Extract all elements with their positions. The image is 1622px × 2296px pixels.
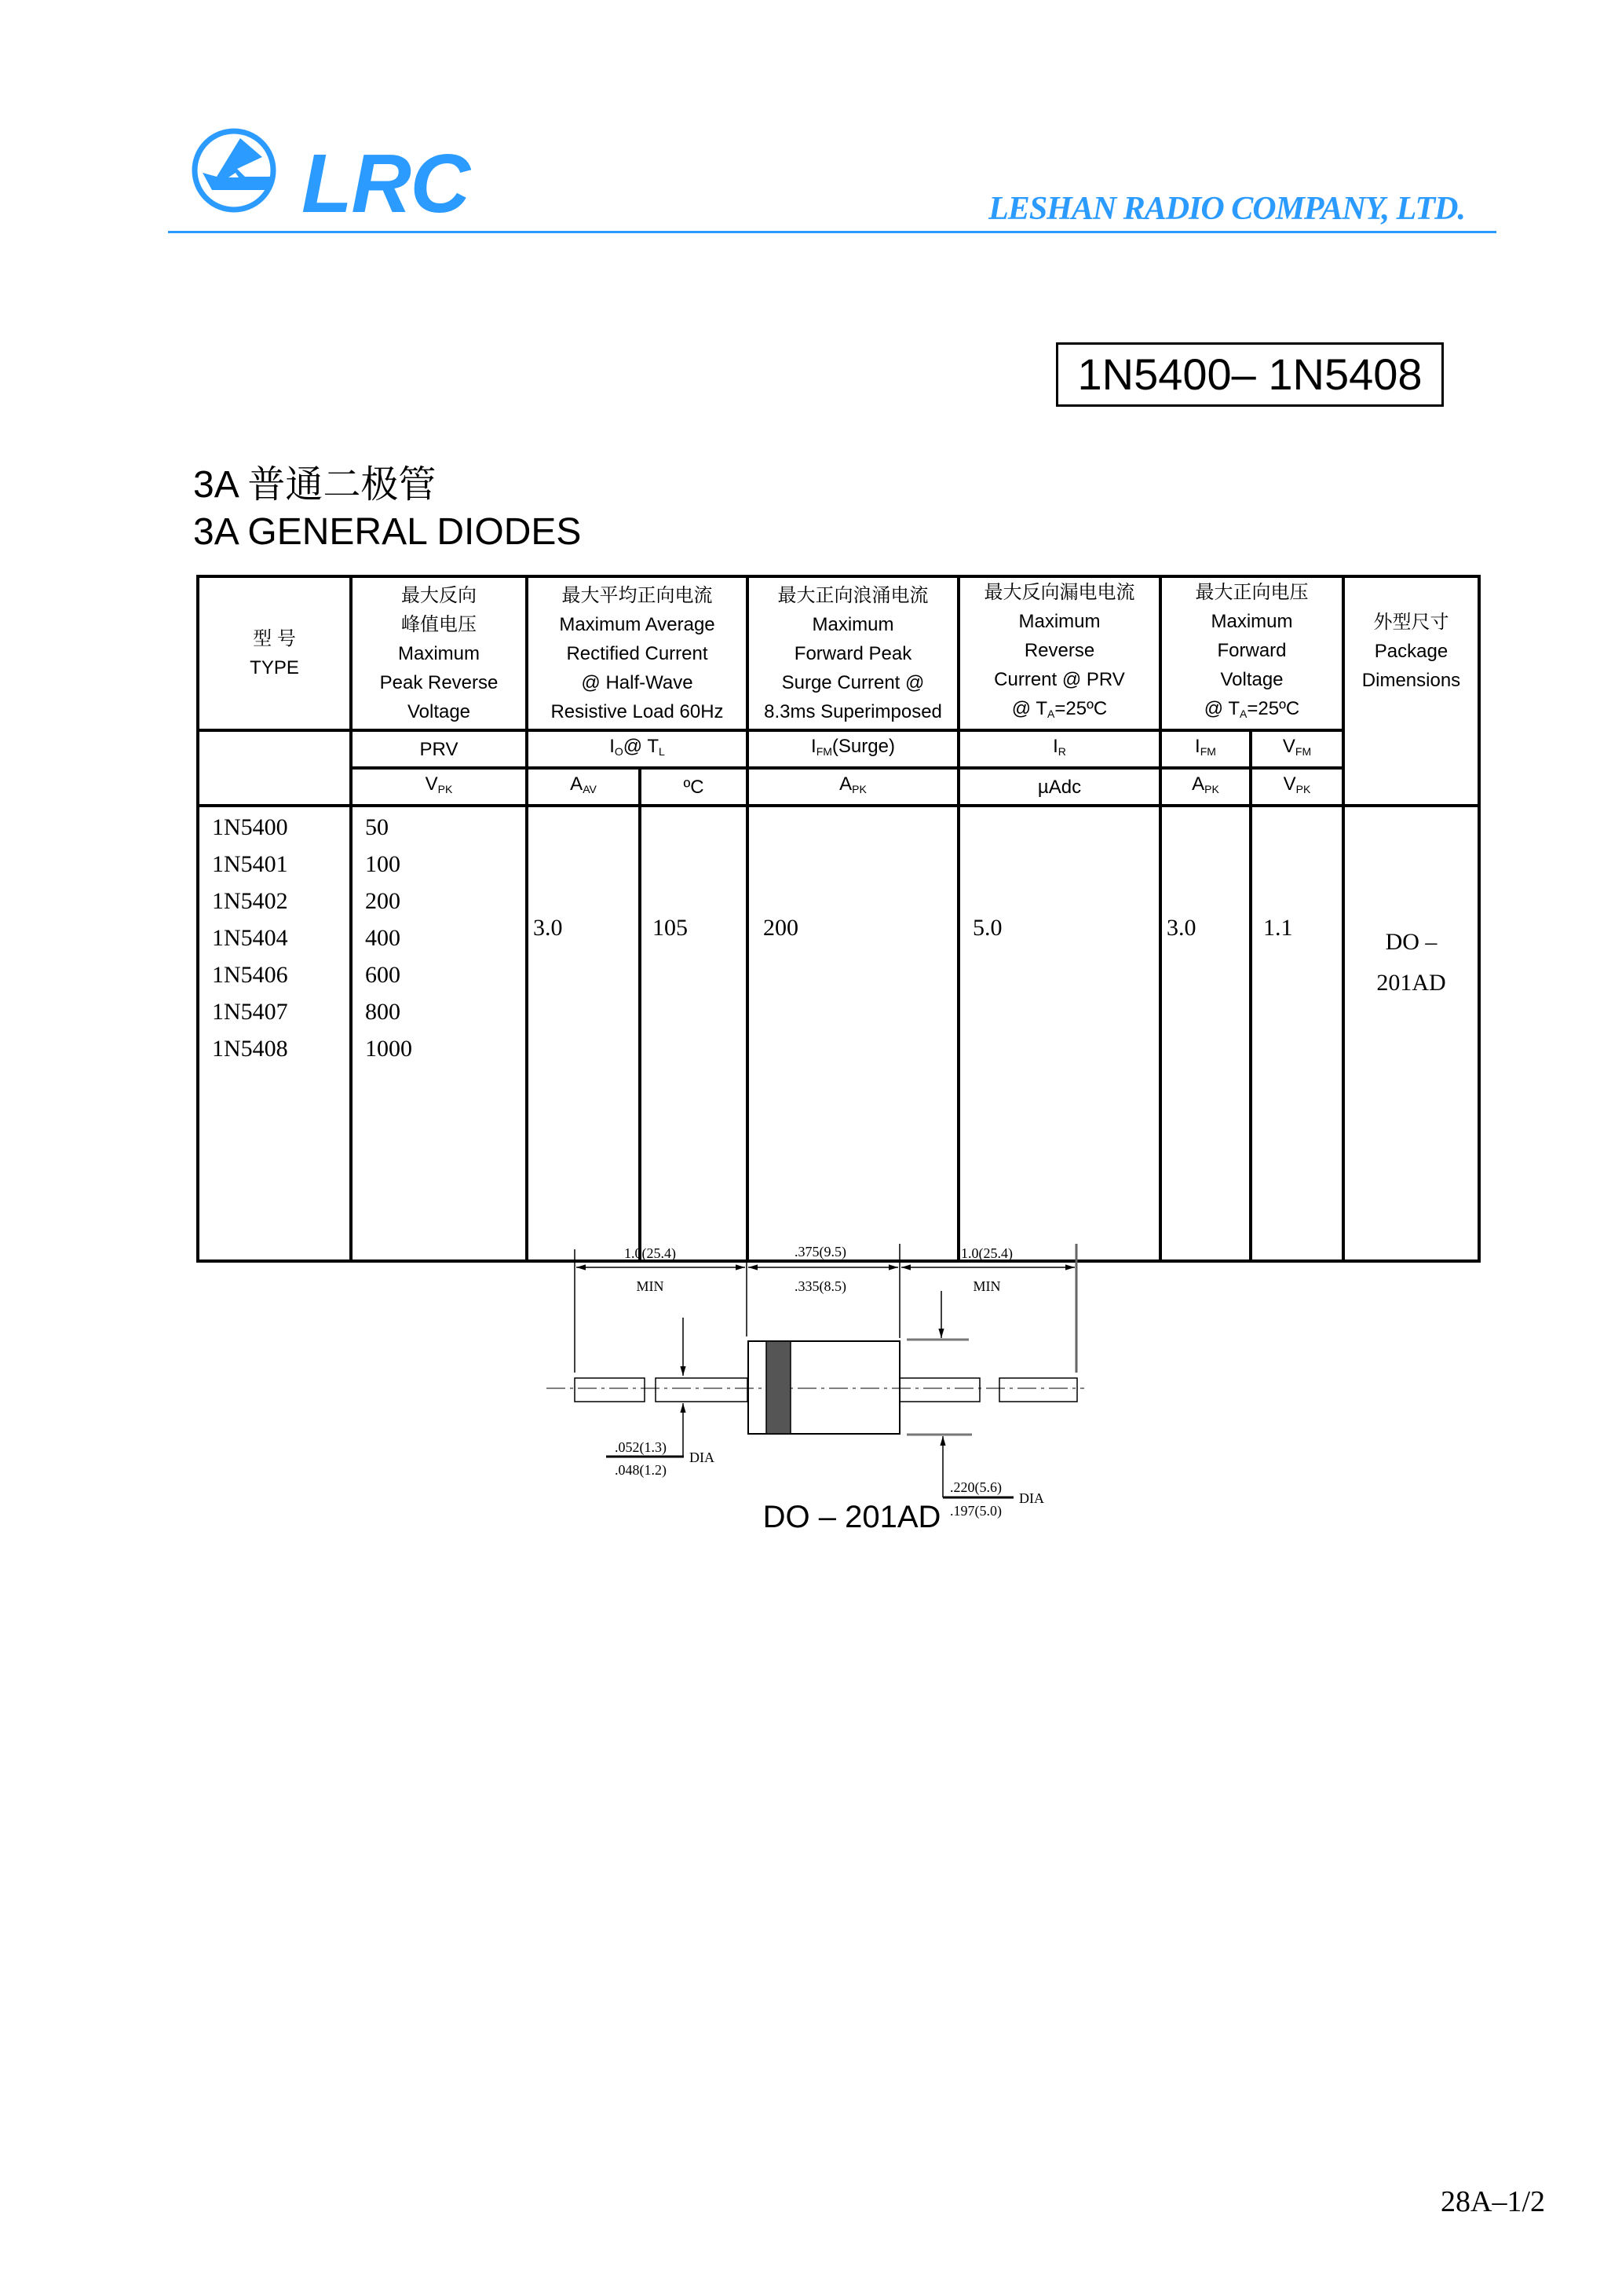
body-length-min: .335(8.5) bbox=[795, 1278, 846, 1294]
header-prv: 最大反向 峰值电压 Maximum Peak Reverse Voltage bbox=[351, 576, 527, 730]
sym-ifm: $I_{FM}$ bbox=[1160, 730, 1251, 768]
lead-min-label: MIN bbox=[636, 1278, 664, 1294]
header-row bbox=[198, 576, 1479, 730]
part-range-box: 1N5400– 1N5408 bbox=[1056, 342, 1444, 407]
lrc-logo bbox=[192, 126, 474, 220]
header-package: 外型尺寸 Package Dimensions bbox=[1343, 576, 1479, 806]
unit-vpk2: $V_{PK}$ bbox=[1251, 768, 1343, 806]
lead-dia-min: .048(1.2) bbox=[615, 1462, 667, 1478]
specs-table bbox=[196, 575, 1481, 1263]
header-ir: 最大反向漏电电流 Maximum Reverse Current @ PRV @ $T_A=25ºC$ bbox=[959, 576, 1160, 730]
company-name: LESHAN RADIO COMPANY, LTD. bbox=[988, 191, 1465, 227]
package-value: DO – 201AD bbox=[1343, 806, 1479, 1261]
lead-dia-label: DIA bbox=[689, 1450, 714, 1465]
lead-length-label: 1.0(25.4) bbox=[624, 1245, 676, 1261]
sym-prv: PRV bbox=[351, 730, 527, 768]
package-caption: DO – 201AD bbox=[762, 1500, 941, 1534]
sym-ifsm: $I_{FM}(Surge)$ bbox=[747, 730, 959, 768]
unit-vpk: $V_{PK}$ bbox=[351, 768, 527, 806]
tl-value: 105 bbox=[640, 806, 747, 1261]
lead-min-label-right: MIN bbox=[973, 1278, 1001, 1294]
sym-vfm: $V_{FM}$ bbox=[1251, 730, 1343, 768]
header-type: 型 号 TYPE bbox=[198, 576, 351, 730]
title-english: 3A GENERAL DIODES bbox=[193, 511, 582, 553]
symbol-row bbox=[198, 730, 1479, 768]
svg-text:LRC: LRC bbox=[301, 137, 470, 220]
body-dia-max: .220(5.6) bbox=[950, 1479, 1002, 1495]
type-list: 1N5400 1N5401 1N5402 1N5404 1N5406 1N5407 1N5408 bbox=[198, 806, 351, 1261]
body-dia-min: .197(5.0) bbox=[950, 1503, 1002, 1519]
unit-degc: ºC bbox=[640, 768, 747, 806]
header-rule bbox=[168, 231, 1496, 233]
unit-row bbox=[198, 768, 1479, 806]
unit-apk2: $A_{PK}$ bbox=[1160, 768, 1251, 806]
sym-ir: $I_R$ bbox=[959, 730, 1160, 768]
lead-length-label-right: 1.0(25.4) bbox=[961, 1245, 1013, 1261]
lead-dia-max: .052(1.3) bbox=[615, 1439, 667, 1455]
body-dia-label: DIA bbox=[1019, 1490, 1044, 1506]
page-number: 28A–1/2 bbox=[1441, 2185, 1545, 2218]
ifm-value: 3.0 bbox=[1160, 806, 1251, 1261]
unit-aav: $A_{AV}$ bbox=[527, 768, 640, 806]
sym-io: $I_O@$ $T_L$ bbox=[527, 730, 747, 768]
body-length-max: .375(9.5) bbox=[795, 1244, 846, 1260]
header-io: 最大平均正向电流 Maximum Average Rectified Current @ Half-Wave Resistive Load 60Hz bbox=[527, 576, 747, 730]
ir-value: 5.0 bbox=[959, 806, 1160, 1261]
header-vf: 最大正向电压 Maximum Forward Voltage @ $T_A=25ºC$ bbox=[1160, 576, 1343, 730]
unit-uadc: µAdc bbox=[959, 768, 1160, 806]
data-row bbox=[198, 806, 1479, 1261]
vfm-value: 1.1 bbox=[1251, 806, 1343, 1261]
io-value: 3.0 bbox=[527, 806, 640, 1261]
package-outline-drawing bbox=[534, 1209, 1099, 1523]
header-ifsm: 最大正向浪涌电流 Maximum Forward Peak Surge Current @ 8.3ms Superimposed bbox=[747, 576, 959, 730]
unit-apk: $A_{PK}$ bbox=[747, 768, 959, 806]
title-chinese: 3A 普通二极管 bbox=[193, 464, 437, 506]
ifsm-value: 200 bbox=[747, 806, 959, 1261]
prv-list: 50 100 200 400 600 800 1000 bbox=[351, 806, 527, 1261]
